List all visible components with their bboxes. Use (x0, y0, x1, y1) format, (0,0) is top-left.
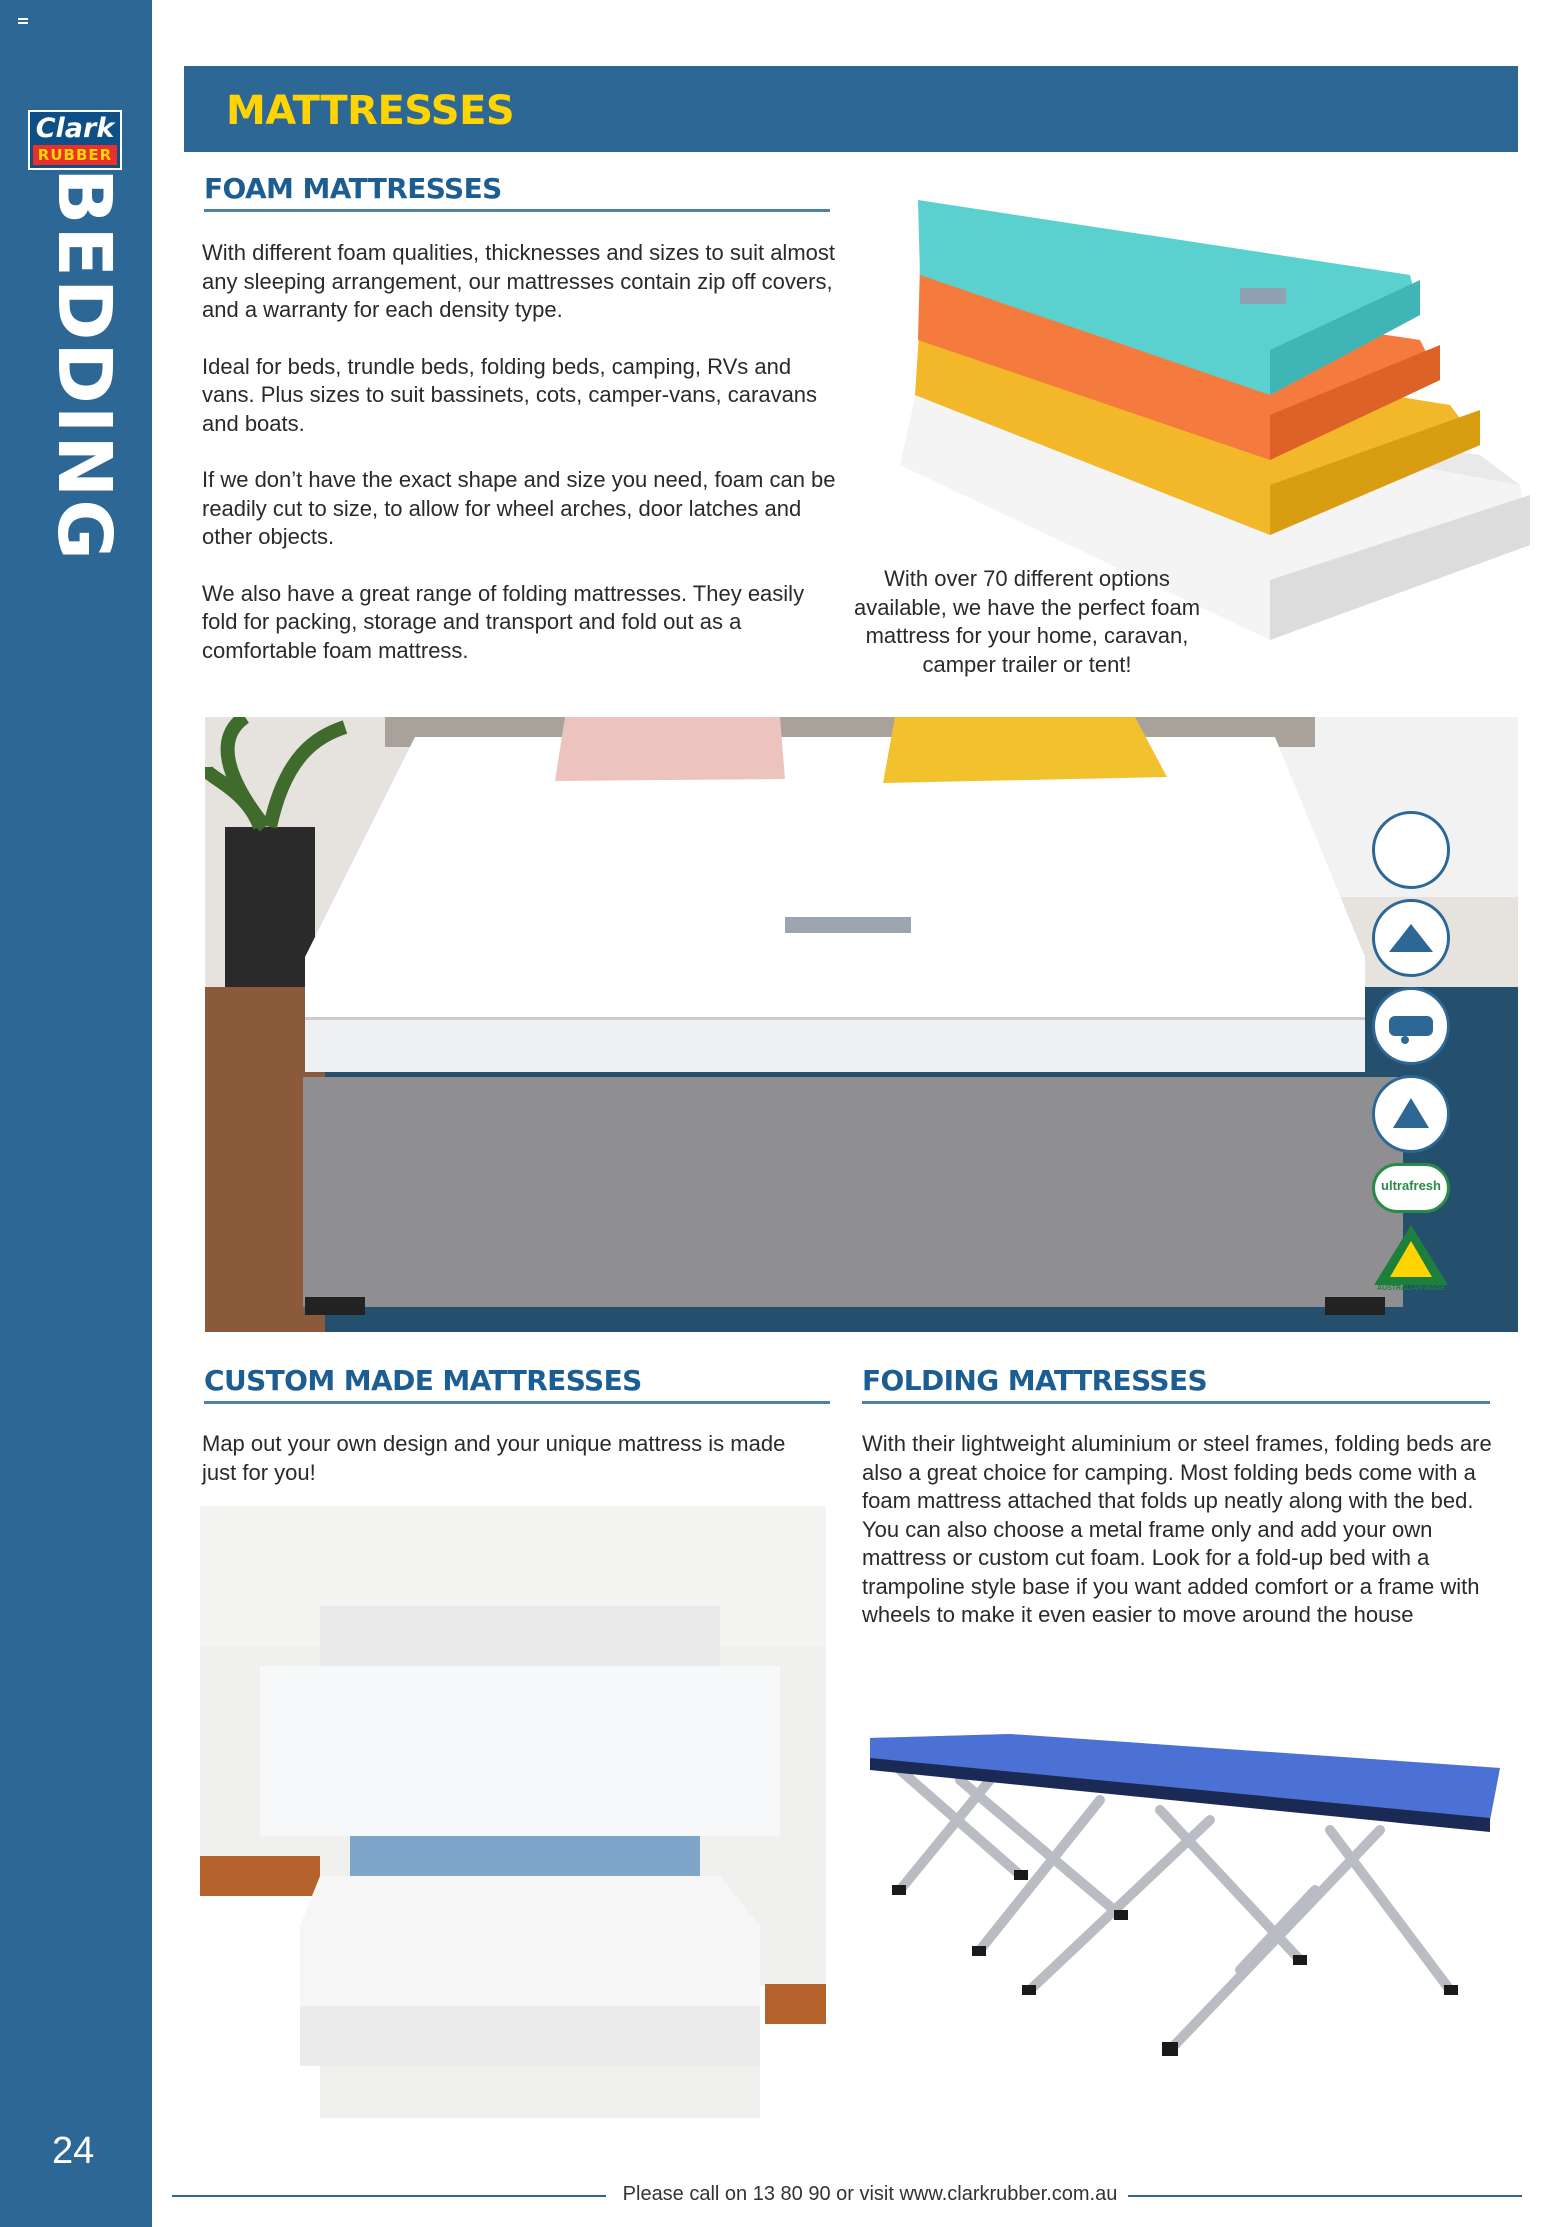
caravan-badge-icon (1372, 987, 1450, 1065)
foam-mattresses-text (202, 239, 842, 693)
tent-badge-icon (1372, 899, 1450, 977)
australian-made-label: AUSTRALIAN MADE (1376, 1285, 1446, 1292)
section-title-text: BEDDING (41, 167, 127, 563)
folding-mattresses-heading: FOLDING MATTRESSES (862, 1364, 1490, 1404)
foam-caption: With over 70 different options available, we have the perfect foam mattress for your home, caravan, camper trailer or tent! (853, 566, 1201, 677)
bed-photo (205, 717, 1518, 1332)
footer-rule-right (1128, 2195, 1522, 2197)
caravan-mattress-photo (200, 1506, 826, 2118)
custom-mattresses-text: Map out your own design and your unique mattress is made just for you! (202, 1431, 786, 1485)
footer-contact: Please call on 13 80 90 or visit www.clarkrubber.com.au (622, 2183, 1118, 2205)
australian-made-logo (1372, 1223, 1450, 1297)
foam-paragraph: If we don’t have the exact shape and size you need, foam can be readily cut to size, to allow for wheel arches, door latches and other objects. (202, 467, 836, 549)
section-title-vertical (41, 167, 127, 563)
page-title: MATTRESSES (226, 88, 515, 134)
logo-text-top: Clark (35, 113, 115, 144)
folding-bed-image (860, 1720, 1510, 2080)
camping-badge-icon (1372, 1075, 1450, 1153)
foam-paragraph: We also have a great range of folding mattresses. They easily fold for packing, storage and transport and fold out as a comfortable foam mattress. (202, 580, 805, 663)
foam-paragraph: Ideal for beds, trundle beds, folding beds, camping, RVs and vans. Plus sizes to suit bassinets, cots, camper-vans, caravans and boats. (202, 353, 818, 436)
page-banner (184, 66, 1518, 152)
folding-mattresses-text: With their lightweight aluminium or steel frames, folding beds are also a great choice for camping. Most folding beds come with a foam mattress attached that folds up neatly along with the bed. You can also choose a metal frame only and add your own mattress or custom cut foam. Look for a fold-up bed with a trampoline style base if you want added comfort or a frame with wheels to make it even easier to move around the house (862, 1431, 1492, 1627)
custom-mattresses-heading: CUSTOM MADE MATTRESSES (204, 1364, 830, 1404)
footer-rule-left (172, 2195, 606, 2197)
clark-rubber-logo (28, 110, 122, 170)
logo-text-bottom: RUBBER (33, 145, 117, 165)
caravan-illustration (200, 1506, 826, 2118)
bed-photo-illustration (205, 717, 1518, 1332)
foam-mattresses-heading: FOAM MATTRESSES (204, 172, 830, 212)
page-number: 24 (52, 2130, 95, 2172)
foam-paragraph: With different foam qualities, thicknesses and sizes to suit almost any sleeping arrangement, our mattresses contain zip off covers, and a warranty for each density type. (202, 240, 835, 322)
feature-badges (1372, 811, 1452, 1297)
ultrafresh-badge-icon (1372, 1163, 1450, 1213)
ultrafresh-label: ultrafresh (1381, 1178, 1441, 1193)
menu-icon[interactable] (18, 18, 28, 26)
sensitive-choice-badge-icon (1372, 811, 1450, 889)
sidebar (0, 0, 152, 2227)
